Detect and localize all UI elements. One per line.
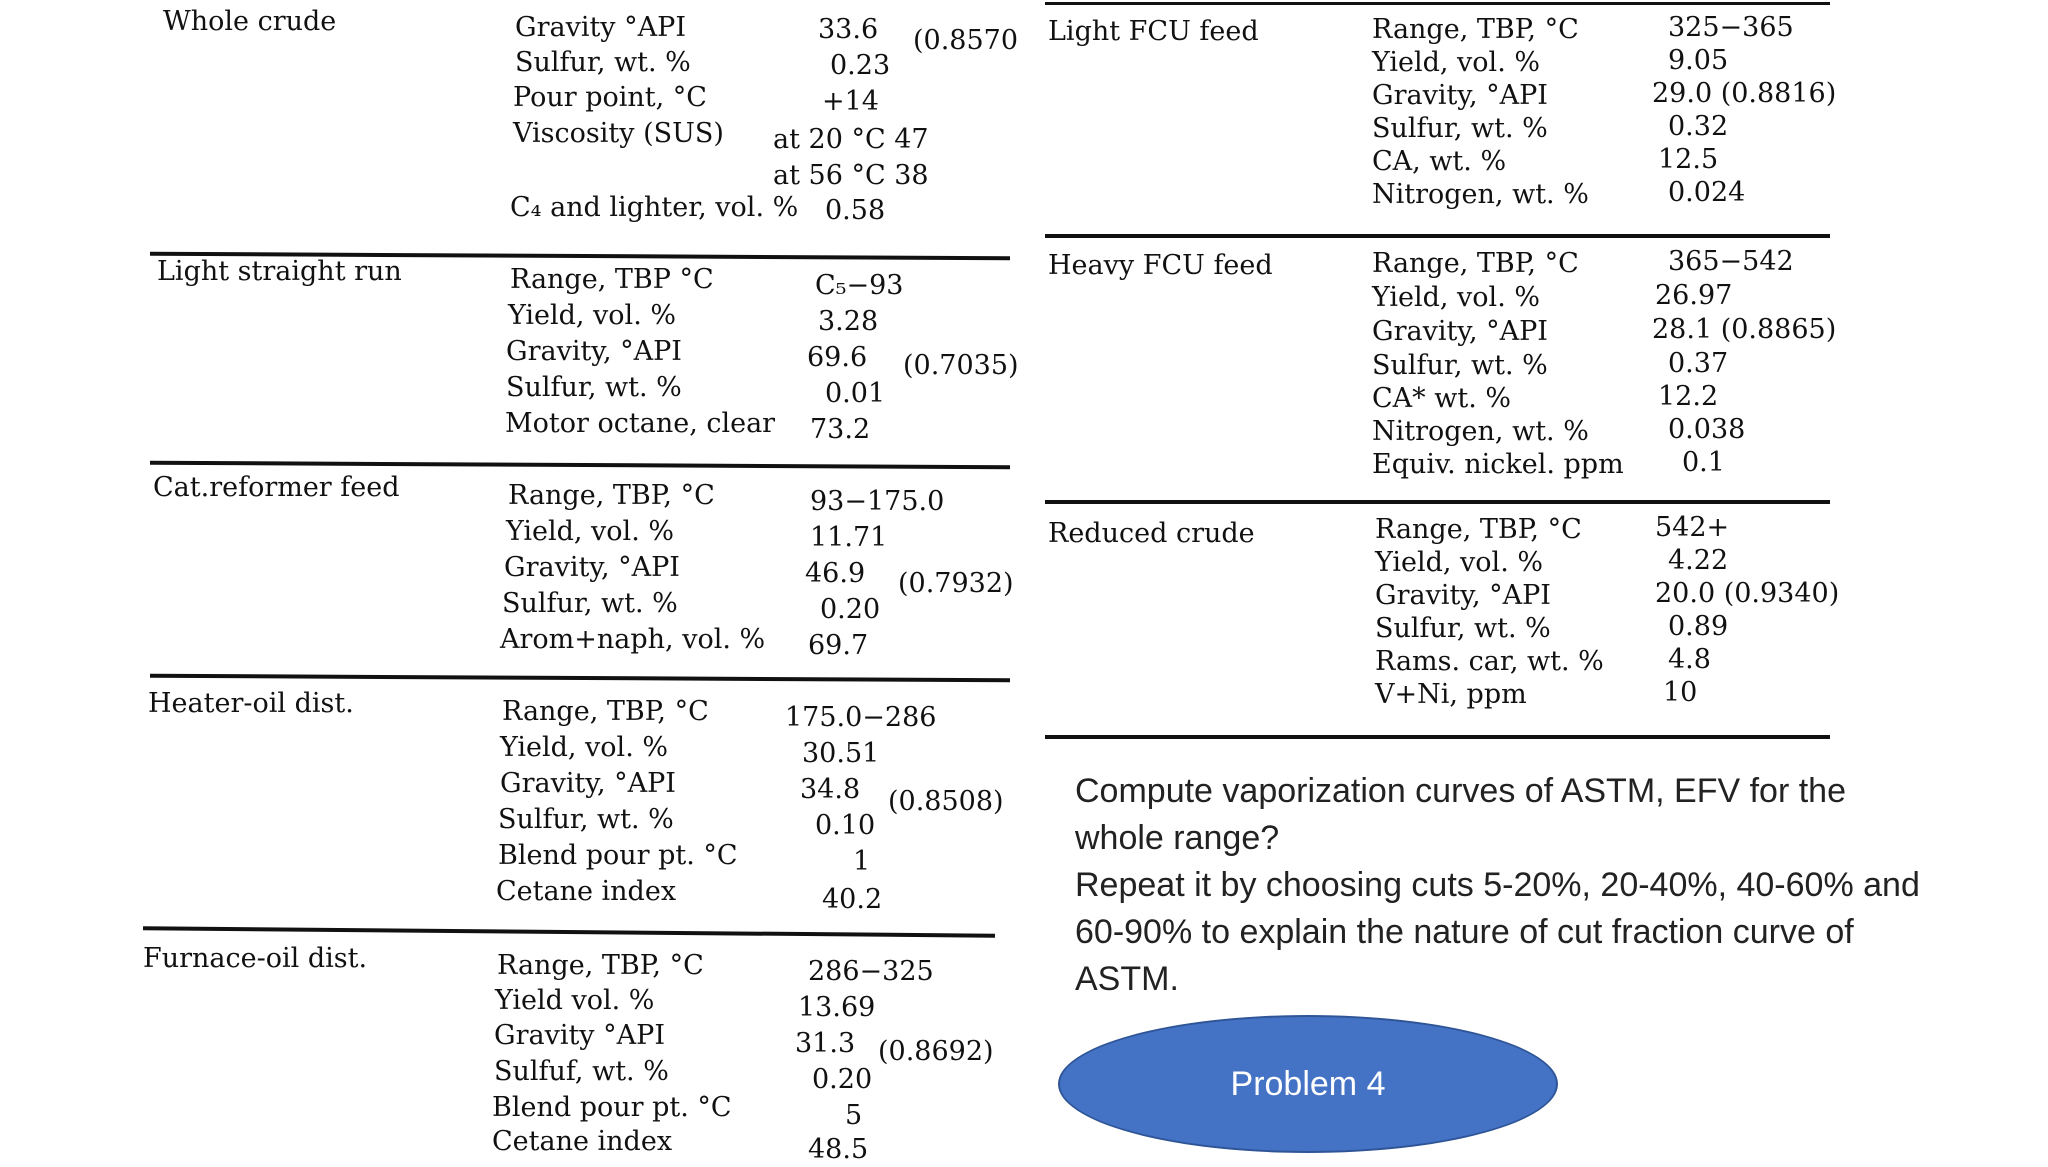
property-value: 0.20 [812,1064,873,1095]
property-label: Gravity, °API [504,552,680,583]
property-value: 69.7 [808,630,869,661]
property-value: 0.10 [815,810,876,841]
property-label: Sulfur, wt. % [498,804,674,835]
property-value: 0.37 [1668,348,1729,379]
property-label: Cetane index [492,1126,673,1157]
property-value: at 20 °C 47 [773,124,929,155]
section-divider [150,461,1010,470]
property-label: Yield vol. % [495,985,655,1016]
property-value: 12.5 [1658,144,1719,175]
property-value: 34.8 [800,774,861,805]
section-title: Heater-oil dist. [148,688,354,719]
property-label: Gravity °API [515,12,686,43]
property-value: 0.024 [1668,177,1746,208]
property-label: Cetane index [496,876,677,907]
property-label: Nitrogen, wt. % [1372,416,1589,447]
property-label: Sulfur, wt. % [1375,613,1551,644]
property-label: Range, TBP, °C [497,950,704,981]
property-value: 4.8 [1668,644,1711,675]
property-label: Equiv. nickel. ppm [1372,449,1624,480]
property-value: 0.89 [1668,611,1729,642]
property-label: Sulfuf, wt. % [494,1056,669,1087]
property-value: 29.0 (0.8816) [1652,78,1837,109]
section-title: Light FCU feed [1048,16,1259,47]
property-value: 28.1 (0.8865) [1652,314,1837,345]
property-value: 325−365 [1668,12,1794,43]
property-value: 11.71 [810,522,888,553]
specific-gravity: (0.8570 [913,25,1019,56]
section-title: Cat.reformer feed [153,472,400,503]
property-label: CA, wt. % [1372,146,1507,177]
section-divider [1045,735,1830,739]
section-divider [143,926,995,937]
property-value: 12.2 [1658,381,1719,412]
property-value: 542+ [1655,512,1730,543]
property-label: Sulfur, wt. % [502,588,678,619]
property-value: 175.0−286 [785,702,937,733]
property-value: 286−325 [808,956,934,987]
property-value: 4.22 [1668,545,1729,576]
property-label: Blend pour pt. °C [498,840,738,871]
specific-gravity: (0.8508) [888,786,1004,817]
property-value: 26.97 [1655,280,1733,311]
property-label: Range, TBP, °C [508,480,715,511]
property-label: Yield, vol. % [500,732,669,763]
problem-number-badge [1058,1015,1558,1153]
property-value: at 56 °C 38 [773,160,929,191]
property-value: 20.0 (0.9340) [1655,578,1840,609]
property-label: Range, TBP, °C [1372,248,1579,279]
property-label: C₄ and lighter, vol. % [510,192,799,223]
property-label: Gravity °API [494,1020,665,1051]
property-label: Gravity, °API [1372,80,1548,111]
property-value: 13.69 [798,992,876,1023]
property-label: Range, TBP, °C [502,696,709,727]
property-value: 93−175.0 [810,486,945,517]
section-title: Heavy FCU feed [1048,250,1273,281]
section-divider [1045,500,1830,504]
property-value: 3.28 [818,306,879,337]
property-value: 5 [845,1100,863,1131]
question-line: 60-90% to explain the nature of cut fraction curve of [1075,913,1854,951]
property-label: Gravity, °API [506,336,682,367]
specific-gravity: (0.7932) [898,568,1014,599]
property-label: Pour point, °C [513,82,707,113]
property-label: V+Ni, ppm [1375,679,1527,710]
specific-gravity: (0.7035) [903,350,1019,381]
property-label: Sulfur, wt. % [1372,350,1548,381]
property-value: 31.3 [795,1028,856,1059]
badge-label: Problem 4 [1230,1064,1386,1103]
property-value: 30.51 [802,738,880,769]
property-value: 33.6 [818,14,879,45]
question-line: whole range? [1075,819,1280,857]
property-label: Sulfur, wt. % [506,372,682,403]
property-value: 0.038 [1668,414,1746,445]
property-label: Arom+naph, vol. % [500,624,766,655]
section-title: Whole crude [163,6,337,37]
property-value: C₅−93 [815,270,904,301]
property-value: 0.23 [830,50,891,81]
property-value: 0.58 [825,195,886,226]
property-value: 40.2 [822,884,883,915]
property-label: Yield, vol. % [1372,282,1541,313]
property-label: Sulfur, wt. % [1372,113,1548,144]
section-divider [1045,234,1830,238]
property-label: Sulfur, wt. % [515,47,691,78]
property-label: Blend pour pt. °C [492,1092,732,1123]
question-line: Compute vaporization curves of ASTM, EFV for the [1075,772,1846,810]
property-label: Yield, vol. % [506,516,675,547]
property-label: Viscosity (SUS) [513,118,724,149]
property-label: Rams. car, wt. % [1375,646,1604,677]
property-label: Gravity, °API [1375,580,1551,611]
property-label: Range, TBP, °C [1372,14,1579,45]
property-value: 46.9 [805,558,866,589]
property-value: 73.2 [810,414,871,445]
property-label: Gravity, °API [1372,316,1548,347]
property-value: 0.1 [1682,447,1725,478]
property-label: CA* wt. % [1372,383,1512,414]
property-label: Yield, vol. % [1375,547,1544,578]
property-label: Range, TBP °C [510,264,714,295]
property-label: Yield, vol. % [1372,47,1541,78]
property-value: 10 [1663,677,1698,708]
property-value: 1 [853,846,871,877]
section-title: Furnace-oil dist. [143,943,368,974]
property-value: 0.32 [1668,111,1729,142]
specific-gravity: (0.8692) [878,1036,994,1067]
property-value: +14 [822,86,879,117]
property-label: Nitrogen, wt. % [1372,179,1589,210]
problem-statement [1075,768,1975,1003]
question-line: Repeat it by choosing cuts 5-20%, 20-40%, 40-60% and [1075,866,1920,904]
section-title: Reduced crude [1048,518,1255,549]
section-title: Light straight run [157,256,402,287]
section-divider [150,674,1010,683]
property-label: Yield, vol. % [508,300,677,331]
property-value: 0.01 [825,378,886,409]
question-line: ASTM. [1075,960,1179,998]
property-value: 9.05 [1668,45,1729,76]
property-value: 69.6 [807,342,868,373]
property-label: Range, TBP, °C [1375,514,1582,545]
property-label: Motor octane, clear [505,408,776,439]
property-value: 0.20 [820,594,881,625]
property-value: 48.5 [808,1134,869,1165]
property-value: 365−542 [1668,246,1794,277]
property-label: Gravity, °API [500,768,676,799]
section-divider [1045,2,1830,5]
